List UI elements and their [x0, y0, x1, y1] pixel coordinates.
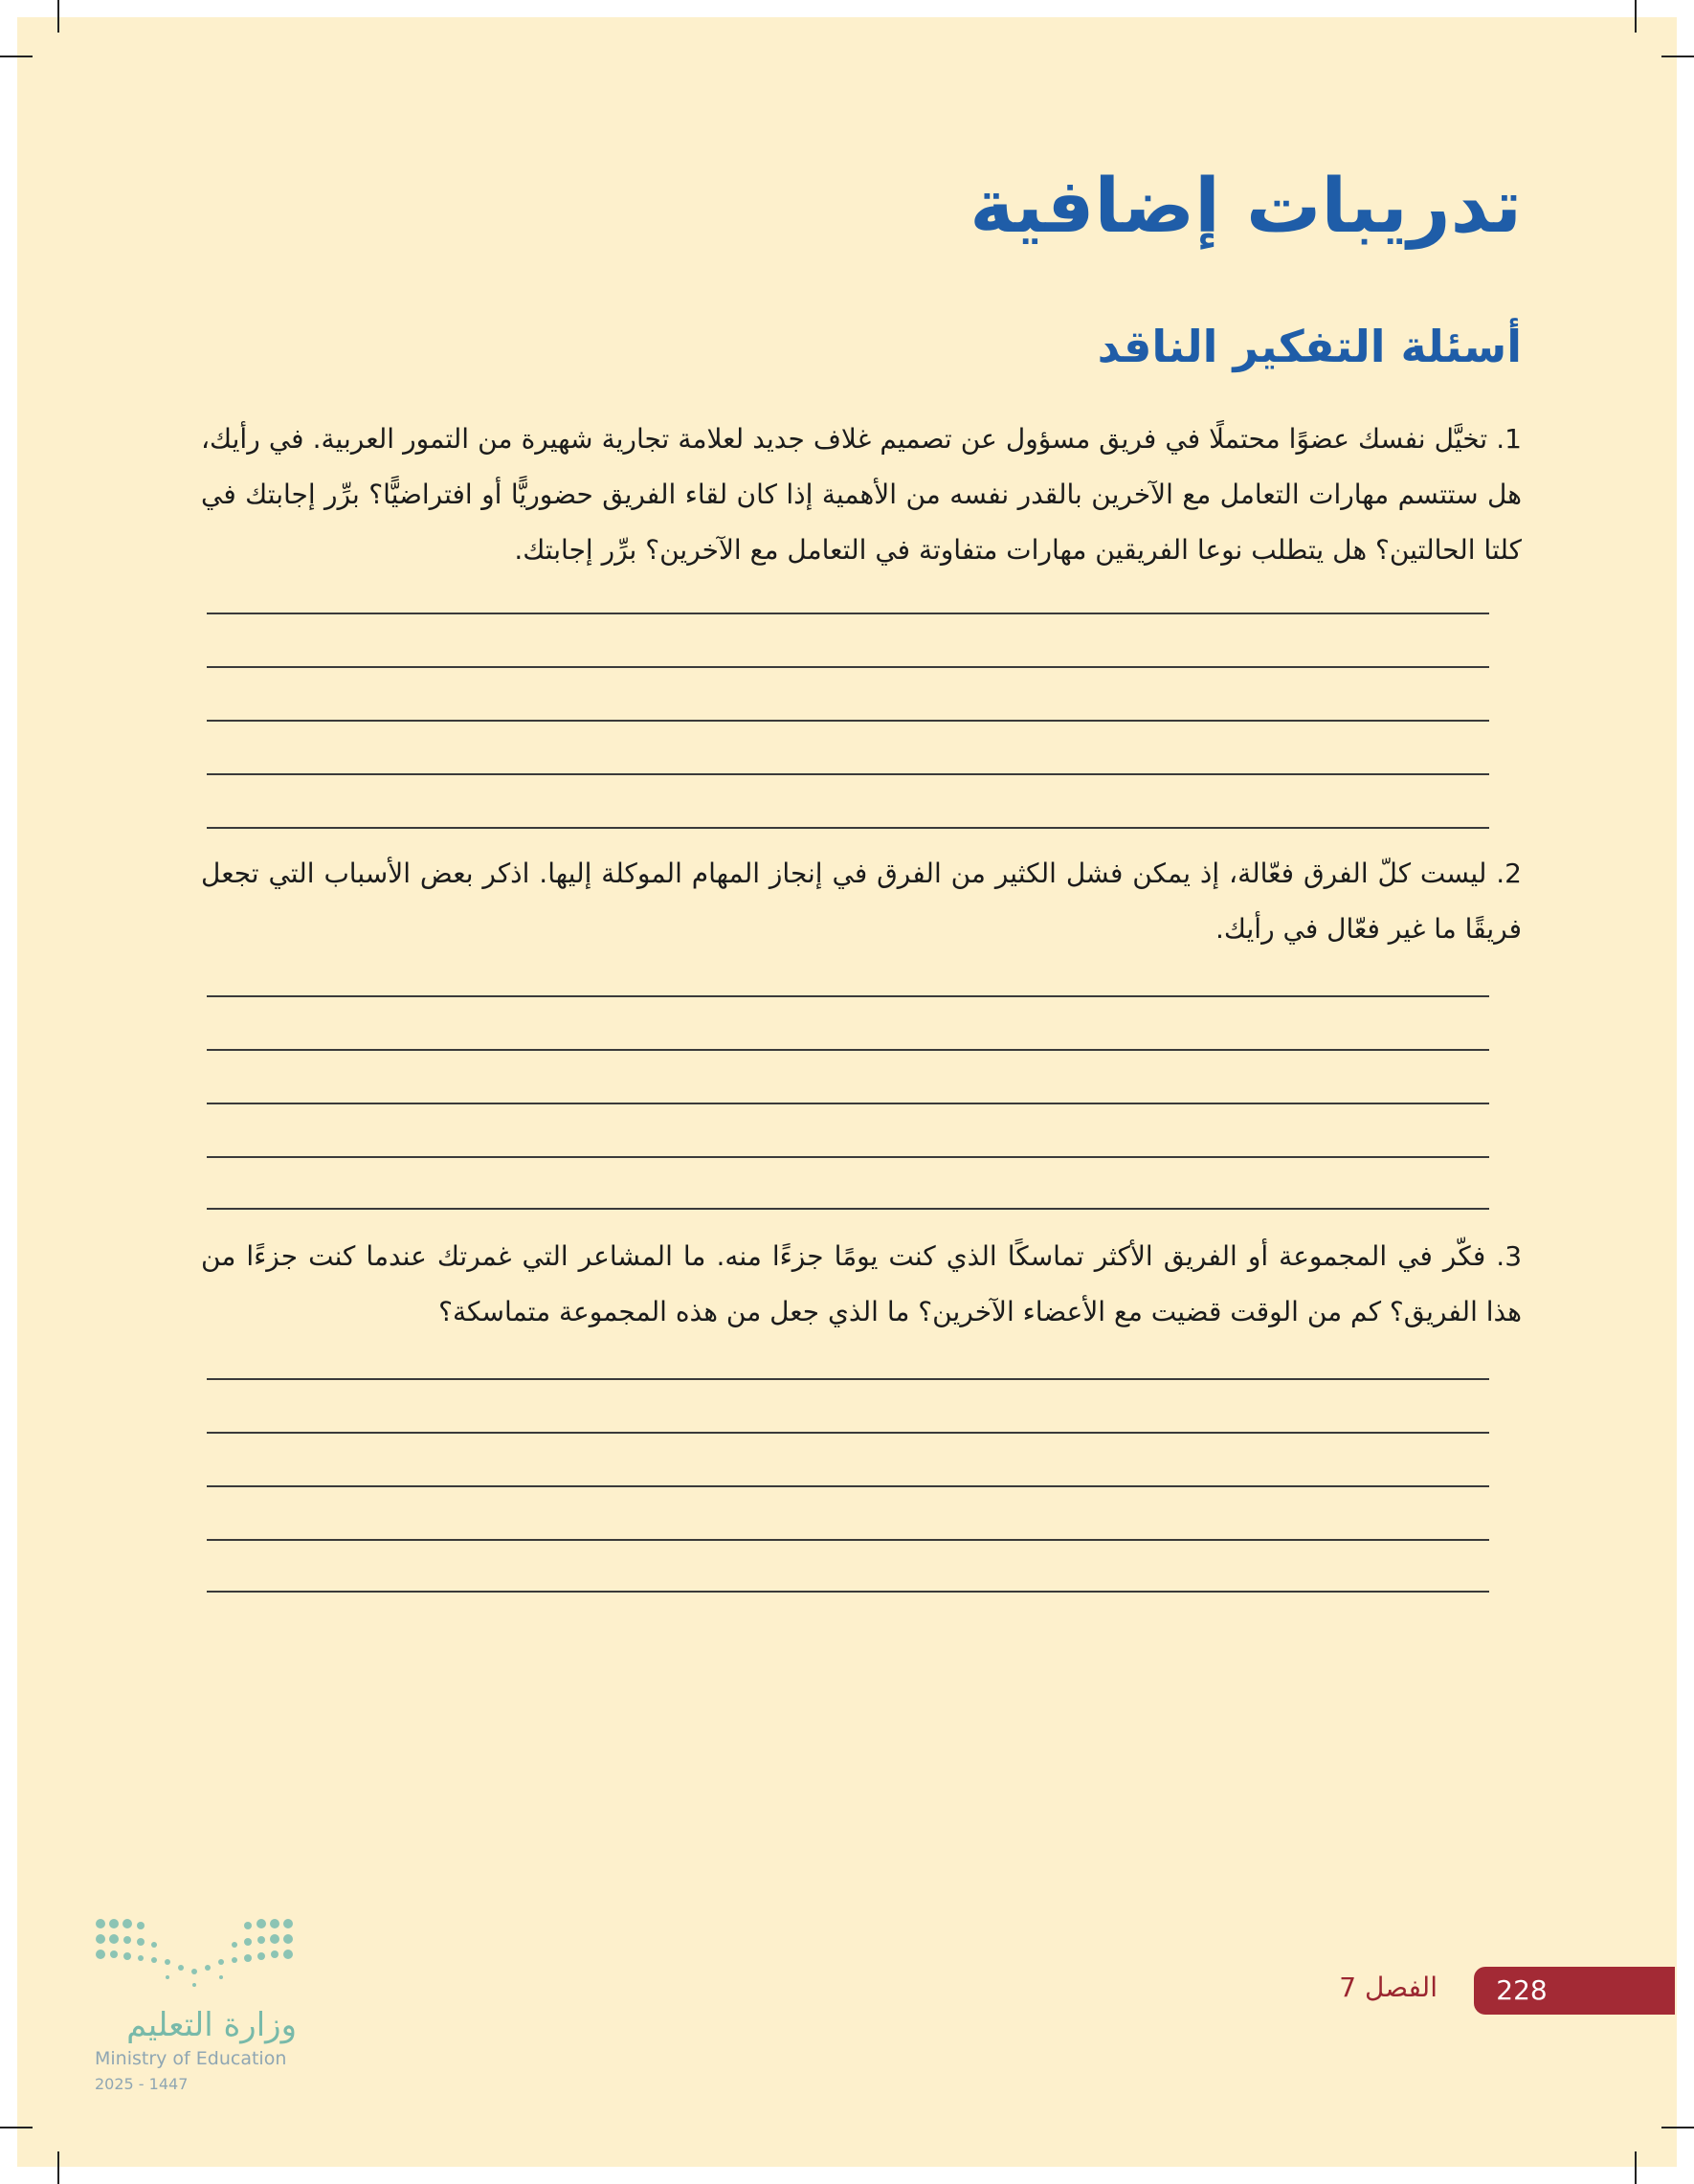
crop-mark: [1661, 2127, 1694, 2128]
ministry-dots-icon: [91, 1914, 311, 2000]
chapter-label: الفصل 7: [1339, 1972, 1438, 2003]
question-3: [201, 1229, 1522, 1340]
crop-mark: [57, 0, 59, 33]
crop-mark: [57, 2151, 59, 2184]
answer-line[interactable]: [207, 1049, 1489, 1051]
section-subtitle: أسئلة التفكير الناقد: [1097, 321, 1522, 372]
question-1: [201, 412, 1522, 578]
crop-mark: [1635, 0, 1637, 33]
question-number: 3.: [1496, 1240, 1523, 1272]
answer-line[interactable]: [207, 1432, 1489, 1434]
page-number: 228: [1496, 1974, 1548, 2006]
page-title: تدريبات إضافية: [970, 164, 1522, 250]
question-number: 1.: [1496, 423, 1522, 455]
question-number: 2.: [1496, 858, 1522, 889]
answer-line[interactable]: [207, 995, 1489, 997]
crop-mark: [1661, 56, 1694, 57]
answer-line[interactable]: [207, 666, 1489, 668]
page-number-tab: [1474, 1967, 1675, 2015]
question-text: ليست كلّ الفرق فعّالة، إذ يمكن فشل الكثير من الفرق في إنجاز المهام الموكلة إليها. اذكر بعض الأسباب التي تجعل فريقًا ما غير فعّال في رأيك.: [201, 858, 1522, 945]
answer-line[interactable]: [207, 720, 1489, 722]
answer-line[interactable]: [207, 1156, 1489, 1158]
answer-line[interactable]: [207, 1591, 1489, 1593]
crop-mark: [1635, 2151, 1637, 2184]
answer-line[interactable]: [207, 1539, 1489, 1541]
question-text: فكّر في المجموعة أو الفريق الأكثر تماسكًا الذي كنت يومًا جزءًا منه. ما المشاعر التي غمرتك عندما كنت جزءًا من هذا الفريق؟ كم من الوقت قضيت مع الأعضاء الآخرين؟ ما الذي جعل من هذه المجموعة متماسكة؟: [201, 1240, 1522, 1327]
crop-mark: [0, 2127, 33, 2128]
ministry-logo: [91, 1914, 311, 2106]
crop-mark: [0, 56, 33, 57]
answer-line[interactable]: [207, 827, 1489, 829]
answer-line[interactable]: [207, 1103, 1489, 1104]
ministry-year: 2025 - 1447: [95, 2075, 189, 2093]
answer-line[interactable]: [207, 613, 1489, 614]
question-text: تخيَّل نفسك عضوًا محتملًا في فريق مسؤول عن تصميم غلاف جديد لعلامة تجارية شهيرة من التمور العربية. في رأيك، هل ستتسم مهارات التعامل مع الآخرين بالقدر نفسه من الأهمية إذا كان لقاء الفريق حضوريًّا أو افتراضيًّا؟ برِّر إجابتك في كلتا الحالتين؟ هل يتطلب نوعا الفريقين مهارات متفاوتة في التعامل مع الآخرين؟ برِّر إجابتك.: [201, 423, 1522, 566]
ministry-name-en: Ministry of Education: [95, 2048, 287, 2069]
answer-line[interactable]: [207, 773, 1489, 775]
ministry-name-ar: وزارة التعليم: [126, 2006, 297, 2044]
answer-line[interactable]: [207, 1208, 1489, 1210]
answer-line[interactable]: [207, 1485, 1489, 1487]
answer-line[interactable]: [207, 1378, 1489, 1380]
question-2: [201, 846, 1522, 957]
